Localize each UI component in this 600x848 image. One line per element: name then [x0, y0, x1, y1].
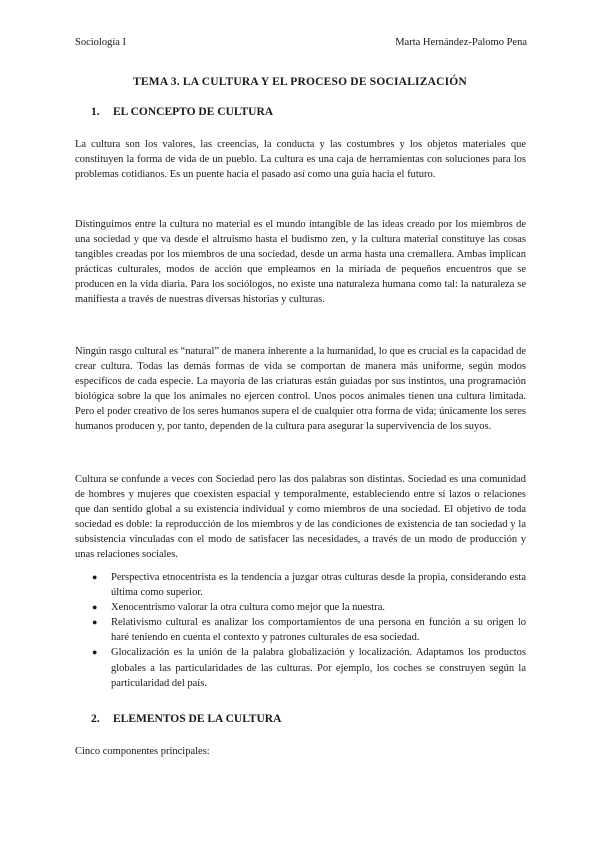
- paragraph: Distinguimos entre la cultura no material es el mundo intangible de las ideas creado por los miembros de una sociedad y que va desde el altruismo hasta el budismo zen, y la cultura material constituye las cosas tangibles creadas por los miembros de una sociedad, desde un arma hasta una cremallera. Ambas implican prácticas culturales, modos de acción que empleamos en la miríada de pequeños encuentros que se producen en la vida diaria. Para los sociólogos, no existe una naturaleza humana como tal: la naturaleza se manifiesta a través de nuestras diversas historias y culturas.: [75, 219, 526, 306]
- list-item-text: Relativismo cultural es analizar los comportamientos de una persona en función a su origen lo haré teniendo en cuenta el contexto y patrones culturales de esa sociedad.: [111, 617, 526, 644]
- list-item: [75, 645, 526, 690]
- list-item-text: Perspectiva etnocentrista es la tendencia a juzgar otras culturas desde la propia, considerando esta última como superior.: [111, 572, 526, 599]
- bullet-icon: ●: [92, 647, 98, 658]
- document-title: TEMA 3. LA CULTURA Y EL PROCESO DE SOCIALIZACIÓN: [133, 76, 467, 88]
- list-item: [75, 600, 526, 615]
- paragraph: Cultura se confunde a veces con Sociedad pero las dos palabras son distintas. Sociedad es una comunidad de hombres y mujeres que coexisten espacial y temporalmente, estableciendo entre sí lazos o relaciones que dan sentido global a su existencia individual y como miembros de una sociedad. El objetivo de toda sociedad es doble: la reproducción de los miembros y de las condiciones de existencia de tan sociedad y la subsistencia vinculadas con el modo de satisfacer las necesidades, a través de un modo de producción y unas relaciones sociales.: [75, 474, 526, 561]
- list-item: [75, 570, 526, 600]
- paragraph: Cinco componentes principales:: [75, 746, 210, 757]
- paragraph: Ningún rasgo cultural es “natural” de manera inherente a la humanidad, lo que es crucial es la capacidad de crear cultura. Todas las demás formas de vida se comportan de manera más uniforme, según modos específicos de cada especie. La mayoría de las criaturas están guiadas por sus instintos, una programación biológica sobre la que los animales no ejercen control. Unos pocos animales tienen una cultura limitada. Pero el poder creativo de los seres humanos supera el de cualquier otra forma de vida; únicamente los seres humanos producen y, por tanto, dependen de la cultura para asegurar la supervivencia de los suyos.: [75, 346, 527, 433]
- section-title: ELEMENTOS DE LA CULTURA: [113, 713, 282, 725]
- section-heading-2: [91, 713, 281, 725]
- header-course: Sociología I: [75, 37, 127, 48]
- header-author: Marta Hernández-Palomo Pena: [395, 37, 527, 48]
- bullet-icon: ●: [92, 617, 98, 628]
- paragraph: La cultura son los valores, las creencias, la conducta y las costumbres y los objetos materiales que constituyen la forma de vida de un pueblo. La cultura es una caja de herramientas con soluciones para los problemas cotidianos. Es un puente hacia el pasado así como una guía hacia el futuro.: [75, 139, 526, 181]
- section-number: 1.: [91, 106, 100, 118]
- page-header: [75, 37, 527, 48]
- section-number: 2.: [91, 713, 100, 725]
- section-title: EL CONCEPTO DE CULTURA: [113, 106, 274, 118]
- section-heading-1: [91, 106, 273, 118]
- list-item: [75, 615, 526, 645]
- bullet-icon: ●: [92, 602, 98, 613]
- bullet-icon: ●: [92, 572, 98, 582]
- bullet-list: [75, 570, 526, 691]
- list-item-text: Xenocentrismo valorar la otra cultura como mejor que la nuestra.: [111, 602, 386, 614]
- list-item-text: Glocalización es la unión de la palabra globalización y localización. Adaptamos los productos globales a las particularidades de las culturas. Por ejemplo, los coches se construyen según la particularidad del país.: [111, 647, 526, 689]
